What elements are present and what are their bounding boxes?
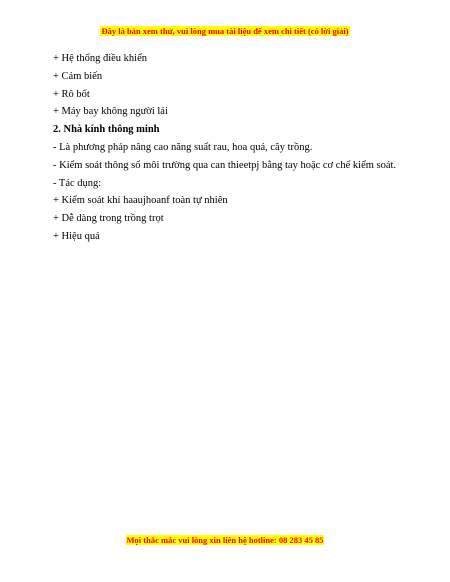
preview-notice-banner <box>0 26 450 37</box>
paragraph: - Kiểm soát thông số môi trường qua can thieetpj bằng tay hoặc cơ chế kiểm soát. <box>53 159 397 171</box>
paragraph: - Tác dụng: <box>53 177 102 189</box>
list-item: + Rô bốt <box>53 88 90 100</box>
hotline-text: Mọi thắc mắc vui lòng xin liên hệ hotline: 08 283 45 85 <box>126 535 324 545</box>
list-item: + Kiểm soát khí haaujhoanf toàn tự nhiên <box>53 195 228 207</box>
list-item: + Hệ thống điều khiển <box>53 53 147 64</box>
list-item: + Máy bay không người lái <box>53 106 168 118</box>
list-item: + Hiệu quả <box>53 230 100 242</box>
list-item: + Cảm biến <box>53 70 103 82</box>
hotline-banner <box>0 535 450 546</box>
list-item: + Dễ dàng trong trồng trọt <box>53 213 164 225</box>
preview-notice-text: Đây là bản xem thử, vui lòng mua tài liệu để xem chi tiết (có lời giải) <box>101 26 349 36</box>
paragraph: - Là phương pháp nâng cao năng suất rau, hoa quả, cây trồng. <box>53 141 313 153</box>
section-heading: 2. Nhà kính thông minh <box>53 124 160 136</box>
document-body <box>53 50 397 246</box>
